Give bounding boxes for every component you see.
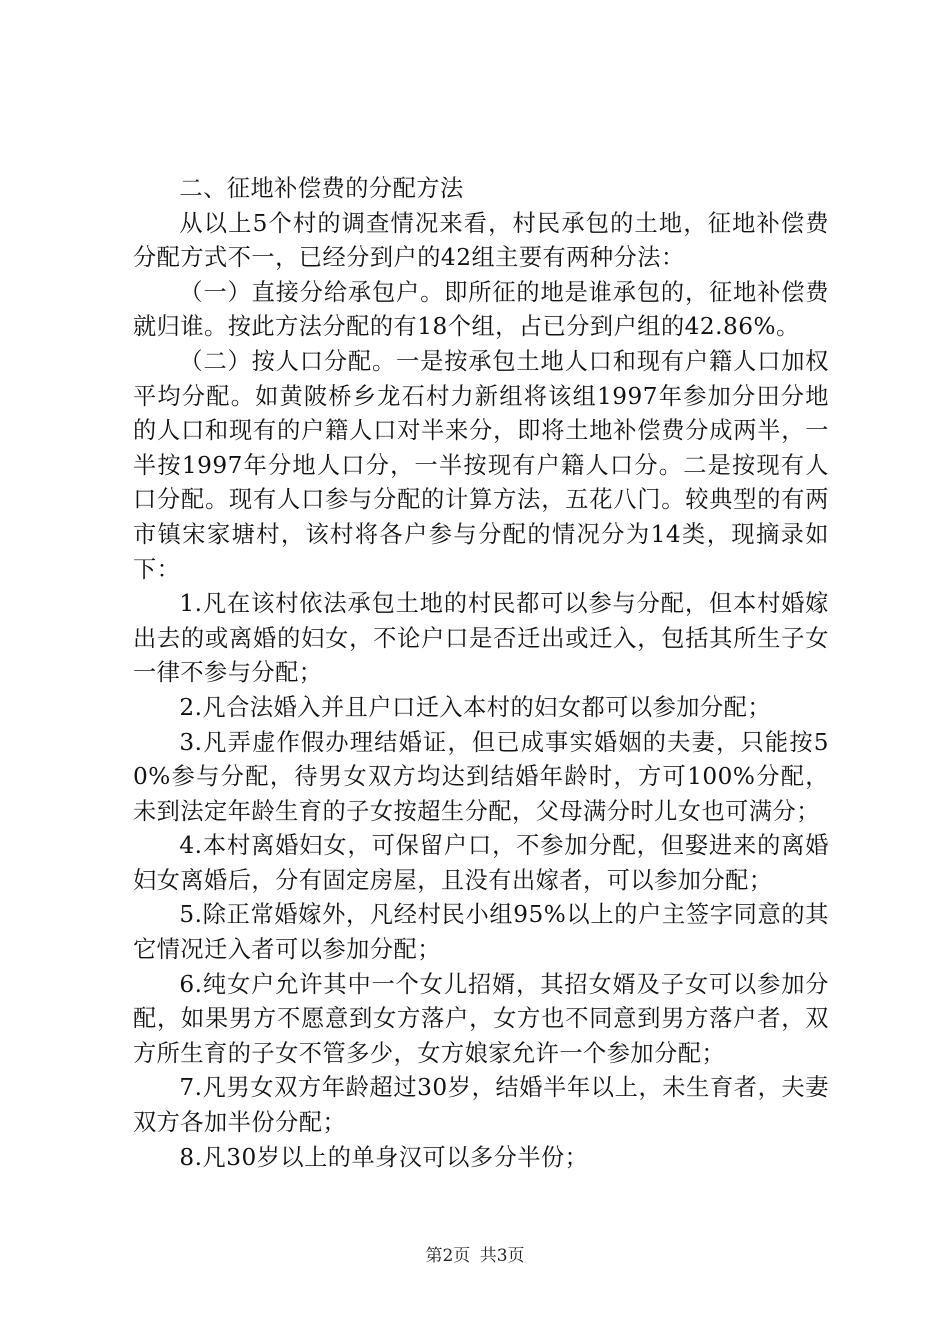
list-item-8: 8.凡30岁以上的单身汉可以多分半份； — [179, 1143, 589, 1171]
list-item-1: 1.凡在该村依法承包土地的村民都可以参与分配，但本村婚嫁出去的或离婚的妇女，不论户口是否迁出或迁入，包括其所生子女一律不参与分配； — [133, 590, 829, 687]
page-footer — [0, 1241, 950, 1266]
paragraph-method-2: （二）按人口分配。一是按承包土地人口和现有户籍人口加权平均分配。如黄陂桥乡龙石村力新组将该组1997年参加分田分地的人口和现有的户籍人口对半来分，即将土地补偿费分成两半，一半按1997年分地人口分，一半按现有户籍人口分。二是按现有人口分配。现有人口参与分配的计算方法，五花八门。较典型的有两市镇宋家塘村，该村将各户参与分配的情况分为14类，现摘录如下： — [133, 347, 829, 583]
section-heading: 二、征地补偿费的分配方法 — [179, 175, 464, 202]
list-item-6: 6.纯女户允许其中一个女儿招婿，其招女婿及子女可以参加分配，如果男方不愿意到女方落户，女方也不同意到男方落户者，双方所生育的子女不管多少，女方娘家允许一个参加分配； — [133, 970, 829, 1067]
list-item-3: 3.凡弄虚作假办理结婚证，但已成事实婚姻的夫妻，只能按50%参与分配，待男女双方均达到结婚年龄时，方可100%分配，未到法定年龄生育的子女按超生分配，父母满分时儿女也可满分； — [133, 728, 829, 825]
page-total: 共3页 — [479, 1246, 525, 1266]
list-item-2: 2.凡合法婚入并且户口迁入本村的妇女都可以参加分配； — [179, 693, 772, 721]
list-item-4: 4.本村离婚妇女，可保留户口，不参加分配，但娶进来的离婚妇女离婚后，分有固定房屋，且没有出嫁者，可以参加分配； — [133, 832, 829, 894]
document-body — [133, 172, 829, 1175]
paragraph-method-1: （一）直接分给承包户。即所征的地是谁承包的，征地补偿费就归谁。按此方法分配的有18个组，占已分到户组的42.86%。 — [133, 278, 829, 341]
paragraph-intro: 从以上5个村的调查情况来看，村民承包的土地，征地补偿费分配方式不一，已经分到户的42组主要有两种分法： — [133, 209, 829, 272]
list-item-5: 5.除正常婚嫁外，凡经村民小组95%以上的户主签字同意的其它情况迁入者可以参加分配； — [133, 901, 829, 964]
page-number: 第2页 — [425, 1246, 471, 1266]
list-item-7: 7.凡男女双方年龄超过30岁，结婚半年以上，未生育者，夫妻双方各加半份分配； — [133, 1074, 829, 1137]
